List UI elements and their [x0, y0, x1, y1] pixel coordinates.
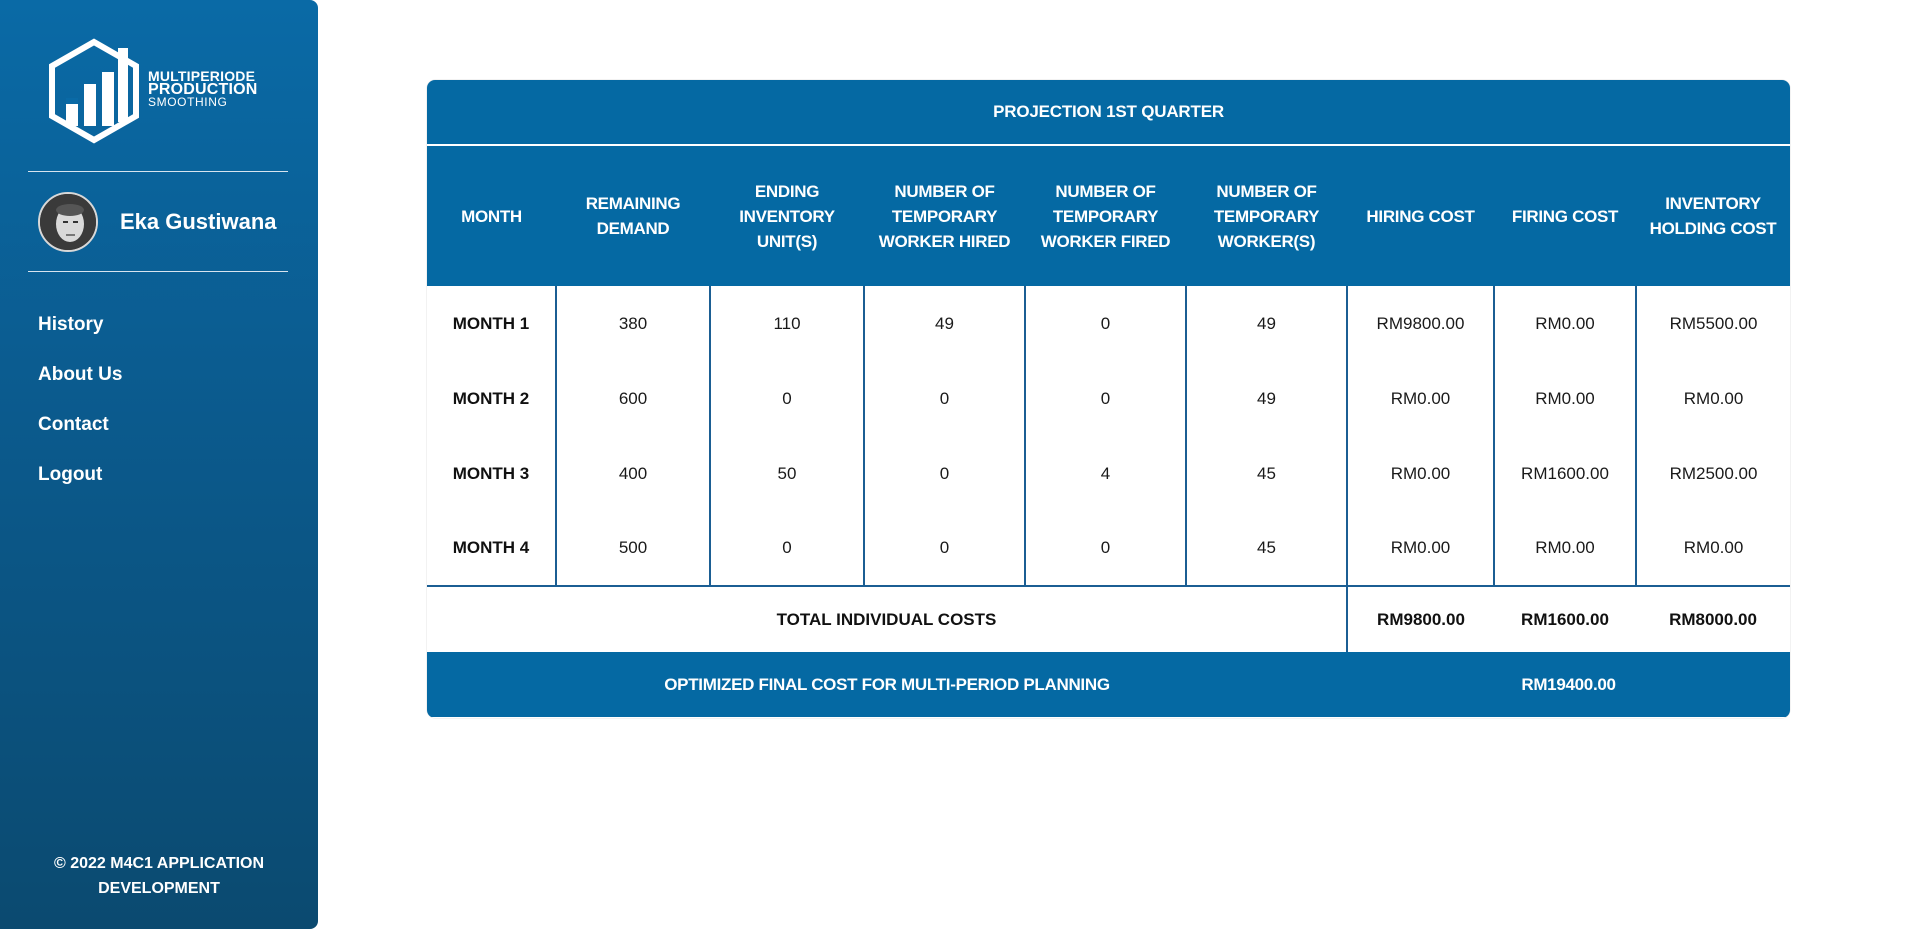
- table-row: [427, 436, 1790, 511]
- final-cost-value: RM19400.00: [1347, 652, 1790, 717]
- nav-link-about-us[interactable]: About Us: [38, 364, 123, 385]
- sidebar-item-contact: [38, 400, 122, 450]
- column-header-workers-fired: NUMBER OF TEMPORARY WORKER FIRED: [1025, 145, 1186, 286]
- final-cost-row: [427, 652, 1790, 717]
- projection-table-card: [427, 80, 1790, 718]
- totals-label: TOTAL INDIVIDUAL COSTS: [776, 609, 997, 629]
- cell-holding-cost: RM0.00: [1683, 388, 1744, 408]
- cell-workers-fired: 0: [1025, 286, 1186, 361]
- cell-firing-cost: RM0.00: [1494, 286, 1636, 361]
- cell-workers-hired: 49: [864, 286, 1025, 361]
- column-header-ending-inventory: ENDING INVENTORY UNIT(S): [710, 145, 864, 286]
- sidebar-divider: [28, 171, 288, 172]
- sidebar-divider: [28, 271, 288, 272]
- cell-holding-cost: RM2500.00: [1669, 463, 1758, 483]
- cell-remaining-demand: 500: [556, 511, 710, 586]
- cell-month: MONTH 1: [427, 286, 556, 361]
- sidebar-item-history: [38, 300, 122, 350]
- cell-firing-cost: RM1600.00: [1494, 436, 1636, 511]
- table-title: PROJECTION 1ST QUARTER: [427, 80, 1790, 145]
- cell-workers-hired: 0: [864, 511, 1025, 586]
- cell-hiring-cost: RM0.00: [1347, 436, 1494, 511]
- sidebar-item-about-us: [38, 350, 122, 400]
- table-title-row: [427, 80, 1790, 145]
- nav-link-contact[interactable]: Contact: [38, 414, 109, 435]
- table-row: [427, 511, 1790, 586]
- total-holding-cost: RM8000.00: [1669, 609, 1757, 629]
- logo-line-2: PRODUCTION: [148, 81, 258, 98]
- column-header-workers-hired: NUMBER OF TEMPORARY WORKER HIRED: [864, 145, 1025, 286]
- cell-remaining-demand: 400: [556, 436, 710, 511]
- building-chart-icon: [46, 38, 142, 144]
- nav-link-history[interactable]: History: [38, 314, 104, 335]
- table-row: [427, 361, 1790, 436]
- column-header-temporary-workers: NUMBER OF TEMPORARY WORKER(S): [1186, 145, 1347, 286]
- table-header-row: [427, 145, 1790, 286]
- cell-hiring-cost: RM9800.00: [1347, 286, 1494, 361]
- app-logo[interactable]: [46, 38, 266, 144]
- cell-firing-cost: RM0.00: [1494, 361, 1636, 436]
- column-header-firing-cost: FIRING COST: [1494, 145, 1636, 286]
- cell-month: MONTH 2: [427, 361, 556, 436]
- copyright-footer: © 2022 M4C1 APPLICATION DEVELOPMENT: [53, 855, 265, 897]
- column-header-hiring-cost: HIRING COST: [1347, 145, 1494, 286]
- sidebar-nav: [38, 300, 122, 500]
- table-row: [427, 286, 1790, 361]
- nav-link-logout[interactable]: Logout: [38, 464, 103, 485]
- column-header-holding-cost: INVENTORY HOLDING COST: [1636, 145, 1790, 286]
- cell-holding-cost: RM5500.00: [1669, 313, 1758, 333]
- final-cost-label: OPTIMIZED FINAL COST FOR MULTI-PERIOD PLANNING: [427, 652, 1347, 717]
- cell-holding-cost: RM0.00: [1636, 511, 1790, 586]
- user-profile[interactable]: [38, 192, 277, 252]
- logo-line-3: SMOOTHING: [148, 95, 228, 109]
- cell-month: MONTH 3: [427, 436, 556, 511]
- cell-ending-inventory: 50: [710, 436, 864, 511]
- cell-workers-hired: 0: [864, 361, 1025, 436]
- cell-firing-cost: RM0.00: [1494, 511, 1636, 586]
- sidebar: [0, 0, 318, 929]
- sidebar-item-logout: [38, 450, 122, 500]
- cell-ending-inventory: 0: [710, 361, 864, 436]
- cell-month: MONTH 4: [427, 511, 556, 586]
- cell-remaining-demand: 380: [556, 286, 710, 361]
- cell-hiring-cost: RM0.00: [1347, 361, 1494, 436]
- cell-workers-fired: 4: [1025, 436, 1186, 511]
- cell-ending-inventory: 0: [710, 511, 864, 586]
- cell-workers-fired: 0: [1025, 511, 1186, 586]
- column-header-month: MONTH: [427, 145, 556, 286]
- user-avatar-icon: [40, 194, 98, 252]
- totals-row: [427, 586, 1790, 652]
- cell-workers-hired: 0: [864, 436, 1025, 511]
- cell-remaining-demand: 600: [556, 361, 710, 436]
- cell-temporary-workers: 45: [1186, 436, 1347, 511]
- cell-temporary-workers: 49: [1186, 361, 1347, 436]
- cell-temporary-workers: 49: [1186, 286, 1347, 361]
- column-header-remaining-demand: REMAINING DEMAND: [556, 145, 710, 286]
- logo-text: [148, 70, 258, 109]
- cell-workers-fired: 0: [1025, 361, 1186, 436]
- total-firing-cost: RM1600.00: [1521, 609, 1609, 629]
- cell-ending-inventory: 110: [710, 286, 864, 361]
- user-name: Eka Gustiwana: [120, 209, 277, 234]
- projection-table: [427, 80, 1790, 717]
- avatar[interactable]: [38, 192, 98, 252]
- total-hiring-cost: RM9800.00: [1347, 586, 1494, 652]
- cell-hiring-cost: RM0.00: [1347, 511, 1494, 586]
- logo-line-1: MULTIPERIODE: [148, 68, 256, 84]
- cell-temporary-workers: 45: [1186, 511, 1347, 586]
